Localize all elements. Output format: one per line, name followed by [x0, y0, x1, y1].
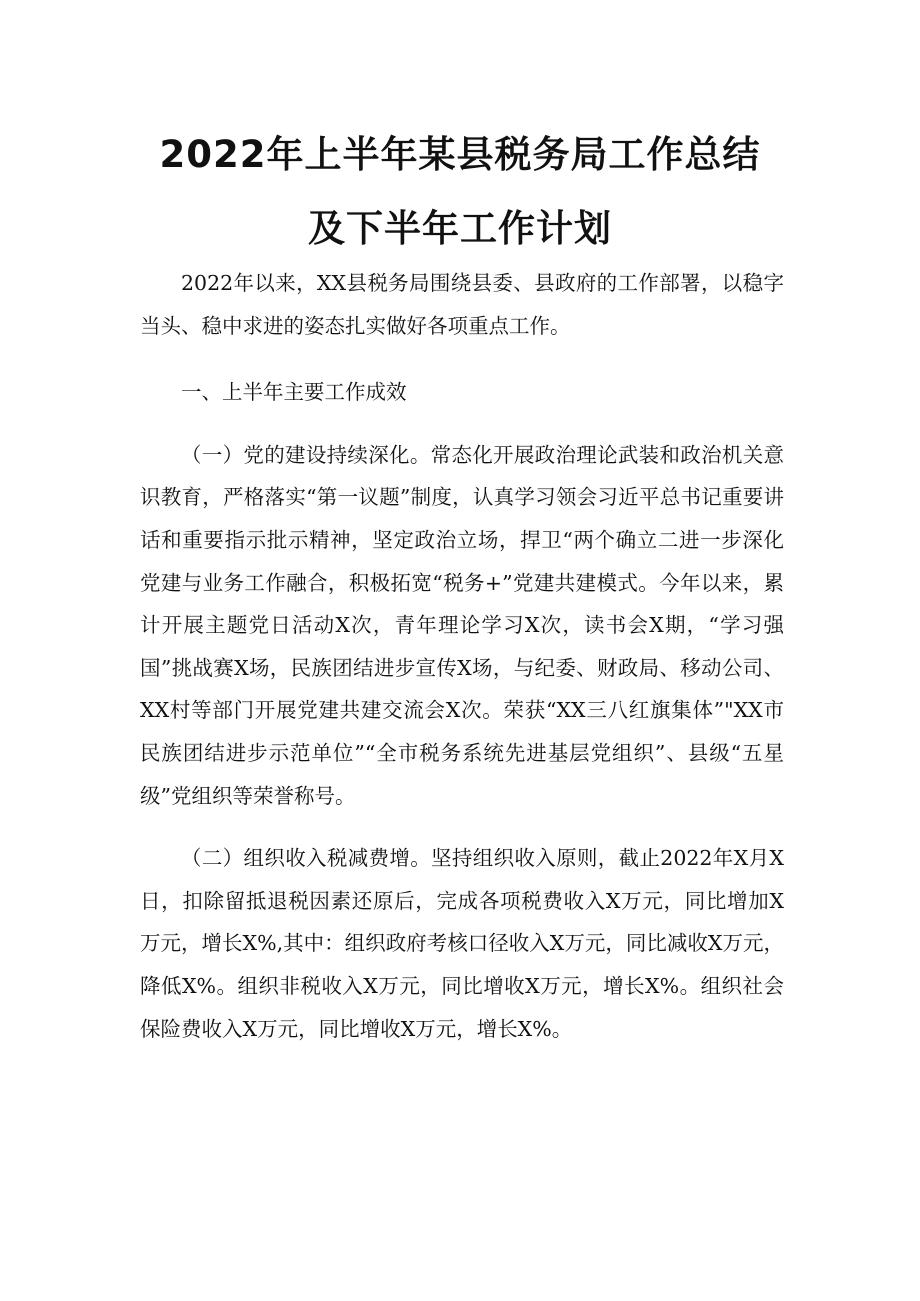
paragraph-revenue: （二）组织收入税减费增。坚持组织收入原则，截止2022年X月X日，扣除留抵退税因素还原后，完成各项税费收入X万元，同比增加X万元，增长X%,其中：组织政府考核口径收入X万元，同比减收X万元，降低X%。组织非税收入X万元，同比增收X万元，增长X%。组织社会保险费收入X万元，同比增收X万元，增长X%。	[140, 846, 784, 1041]
intro-paragraph: 2022年以来，XX县税务局围绕县委、县政府的工作部署，以稳字当头、稳中求进的姿态扎实做好各项重点工作。	[140, 271, 784, 338]
document-body	[140, 262, 784, 1050]
section-heading: 一、上半年主要工作成效	[181, 380, 407, 405]
document-title-line1: 2022年上半年某县税务局工作总结	[159, 133, 761, 176]
document-title-line2: 及下半年工作计划	[308, 207, 612, 250]
paragraph-party-building: （一）党的建设持续深化。常态化开展政治理论武装和政治机关意识教育，严格落实“第一议题”制度，认真学习领会习近平总书记重要讲话和重要指示批示精神，坚定政治立场，捍卫“两个确立二进一步深化党建与业务工作融合，积极拓宽“税务+”党建共建模式。今年以来，累计开展主题党日活动X次，青年理论学习X次，读书会X期，“学习强国”挑战赛X场，民族团结进步宣传X场，与纪委、财政局、移动公司、XX村等部门开展党建共建交流会X次。荣获“XX三八红旗集体”"XX市民族团结进步示范单位”“全市税务系统先进基层党组织”、县级“五星级”党组织等荣誉称号。	[140, 442, 784, 808]
